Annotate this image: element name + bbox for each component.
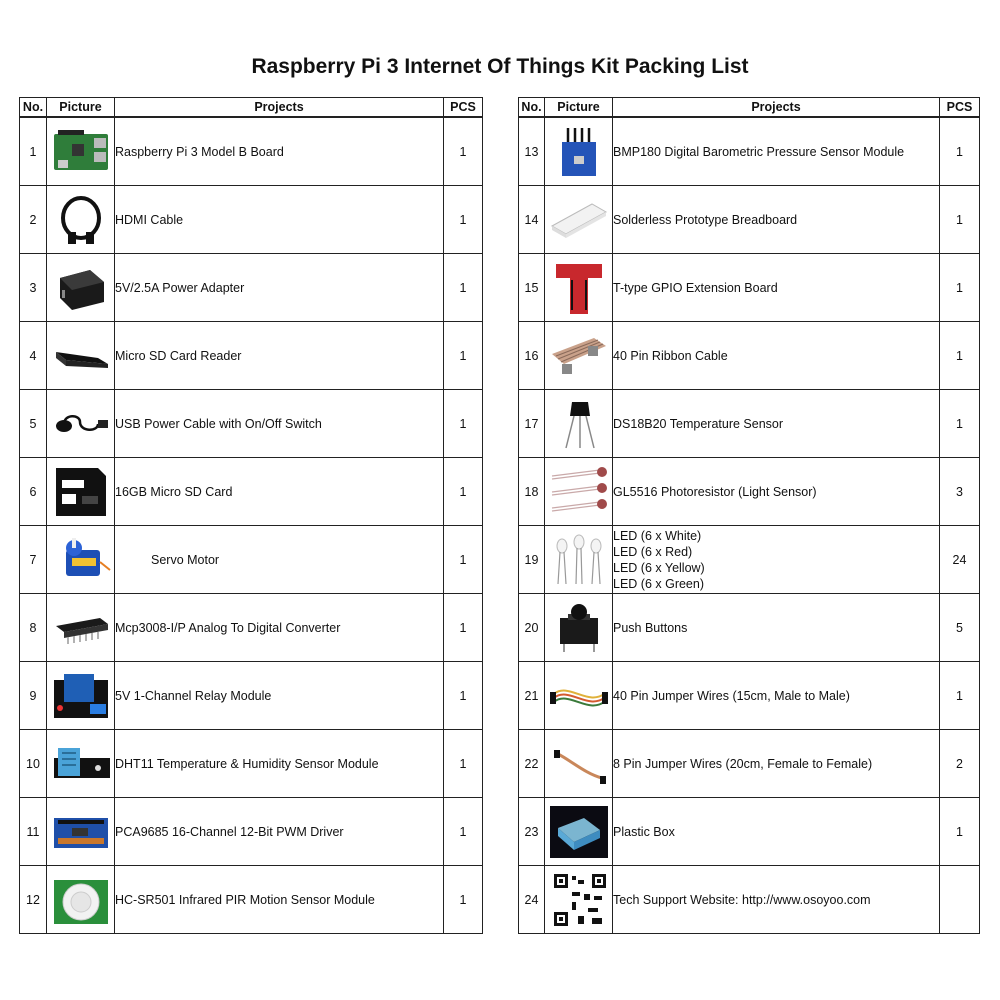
item-number: 13: [519, 117, 545, 186]
item-project: [613, 526, 940, 594]
item-number: 9: [20, 662, 47, 730]
item-pcs: 3: [940, 458, 980, 526]
table-row: [519, 390, 980, 458]
item-pcs: 1: [444, 730, 483, 798]
item-number: 2: [20, 186, 47, 254]
item-number: 18: [519, 458, 545, 526]
temperature-sensor-icon: [545, 390, 613, 458]
header-projects: Projects: [613, 98, 940, 118]
table-row: [519, 662, 980, 730]
item-pcs: 24: [940, 526, 980, 594]
item-project: 5V 1-Channel Relay Module: [115, 662, 444, 730]
item-project: PCA9685 16-Channel 12-Bit PWM Driver: [115, 798, 444, 866]
header-projects: Projects: [115, 98, 444, 118]
item-project: Push Buttons: [613, 594, 940, 662]
header-pcs: PCS: [444, 98, 483, 118]
table-row: [20, 662, 483, 730]
item-pcs: 1: [940, 662, 980, 730]
item-pcs: 5: [940, 594, 980, 662]
item-number: 24: [519, 866, 545, 934]
item-project: Tech Support Website: http://www.osoyoo.com: [613, 866, 940, 934]
push-button-icon: [545, 594, 613, 662]
item-number: 12: [20, 866, 47, 934]
item-pcs: 1: [444, 866, 483, 934]
item-number: 15: [519, 254, 545, 322]
table-row: [519, 186, 980, 254]
breadboard-icon: [545, 186, 613, 254]
ribbon-cable-icon: [545, 322, 613, 390]
item-number: 11: [20, 798, 47, 866]
item-project-text: Servo Motor: [151, 552, 220, 567]
item-pcs: 1: [444, 390, 483, 458]
table-row: [20, 730, 483, 798]
item-project: 5V/2.5A Power Adapter: [115, 254, 444, 322]
item-number: 16: [519, 322, 545, 390]
item-number: 19: [519, 526, 545, 594]
item-project: 16GB Micro SD Card: [115, 458, 444, 526]
item-number: 7: [20, 526, 47, 594]
table-row: [20, 322, 483, 390]
item-project: 40 Pin Jumper Wires (15cm, Male to Male): [613, 662, 940, 730]
item-number: 6: [20, 458, 47, 526]
item-pcs: 1: [444, 594, 483, 662]
item-pcs: 1: [940, 254, 980, 322]
item-project: Solderless Prototype Breadboard: [613, 186, 940, 254]
item-pcs: 1: [940, 390, 980, 458]
relay-module-icon: [47, 662, 115, 730]
item-pcs: 1: [940, 322, 980, 390]
photoresistor-icon: [545, 458, 613, 526]
table-row: [20, 254, 483, 322]
table-row: [519, 117, 980, 186]
table-row: [20, 526, 483, 594]
item-project: T-type GPIO Extension Board: [613, 254, 940, 322]
gpio-extension-board-icon: [545, 254, 613, 322]
item-pcs: 1: [444, 322, 483, 390]
item-pcs: 1: [940, 186, 980, 254]
item-project-line: LED (6 x Green): [613, 576, 705, 591]
table-row: [20, 458, 483, 526]
pwm-driver-icon: [47, 798, 115, 866]
header-no: No.: [20, 98, 47, 118]
header-pcs: PCS: [940, 98, 980, 118]
power-adapter-icon: [47, 254, 115, 322]
item-project: 40 Pin Ribbon Cable: [613, 322, 940, 390]
table-row: [20, 390, 483, 458]
item-number: 3: [20, 254, 47, 322]
item-project: GL5516 Photoresistor (Light Sensor): [613, 458, 940, 526]
item-number: 10: [20, 730, 47, 798]
item-pcs: 1: [444, 662, 483, 730]
item-pcs: 1: [444, 117, 483, 186]
item-pcs: 1: [444, 186, 483, 254]
table-header-row: [20, 98, 483, 118]
packing-list-table-left: [19, 97, 483, 934]
item-project: [115, 526, 444, 594]
packing-list-table-right: [518, 97, 980, 934]
table-row: [20, 866, 483, 934]
bmp180-module-icon: [545, 117, 613, 186]
table-row: [519, 526, 980, 594]
micro-sd-card-icon: [47, 458, 115, 526]
pir-sensor-icon: [47, 866, 115, 934]
table-header-row: [519, 98, 980, 118]
item-project: HC-SR501 Infrared PIR Motion Sensor Module: [115, 866, 444, 934]
jumper-wires-icon: [545, 662, 613, 730]
qr-code-icon: [545, 866, 613, 934]
header-picture: Picture: [545, 98, 613, 118]
item-pcs: 2: [940, 730, 980, 798]
item-project: Mcp3008-I/P Analog To Digital Converter: [115, 594, 444, 662]
item-pcs: 1: [444, 254, 483, 322]
header-picture: Picture: [47, 98, 115, 118]
table-row: [519, 730, 980, 798]
item-project: USB Power Cable with On/Off Switch: [115, 390, 444, 458]
header-no: No.: [519, 98, 545, 118]
table-row: [20, 117, 483, 186]
item-project-line: LED (6 x Yellow): [613, 560, 705, 575]
item-number: 20: [519, 594, 545, 662]
item-number: 14: [519, 186, 545, 254]
hdmi-cable-icon: [47, 186, 115, 254]
table-row: [519, 798, 980, 866]
item-number: 1: [20, 117, 47, 186]
item-number: 8: [20, 594, 47, 662]
item-pcs: 1: [940, 117, 980, 186]
table-row: [519, 322, 980, 390]
led-icon: [545, 526, 613, 594]
item-project: 8 Pin Jumper Wires (20cm, Female to Female): [613, 730, 940, 798]
ic-chip-icon: [47, 594, 115, 662]
item-project: BMP180 Digital Barometric Pressure Sensor Module: [613, 117, 940, 186]
item-number: 23: [519, 798, 545, 866]
item-project: DS18B20 Temperature Sensor: [613, 390, 940, 458]
item-pcs: 1: [444, 798, 483, 866]
item-number: 4: [20, 322, 47, 390]
item-project: HDMI Cable: [115, 186, 444, 254]
page-title: Raspberry Pi 3 Internet Of Things Kit Packing List: [251, 55, 749, 78]
sd-card-reader-icon: [47, 322, 115, 390]
table-row: [20, 186, 483, 254]
table-row: [519, 458, 980, 526]
table-row: [20, 594, 483, 662]
table-row: [519, 594, 980, 662]
item-pcs: [940, 866, 980, 934]
item-project: Micro SD Card Reader: [115, 322, 444, 390]
table-row: [20, 798, 483, 866]
usb-cable-icon: [47, 390, 115, 458]
item-project-line: LED (6 x White): [613, 528, 702, 543]
item-number: 5: [20, 390, 47, 458]
raspberry-pi-board-icon: [47, 117, 115, 186]
table-row: [519, 254, 980, 322]
table-row: [519, 866, 980, 934]
servo-motor-icon: [47, 526, 115, 594]
item-project: DHT11 Temperature & Humidity Sensor Module: [115, 730, 444, 798]
item-pcs: 1: [444, 458, 483, 526]
item-number: 21: [519, 662, 545, 730]
item-project: Plastic Box: [613, 798, 940, 866]
dht11-sensor-icon: [47, 730, 115, 798]
item-project-line: LED (6 x Red): [613, 544, 693, 559]
female-jumper-wires-icon: [545, 730, 613, 798]
item-number: 17: [519, 390, 545, 458]
item-number: 22: [519, 730, 545, 798]
item-pcs: 1: [940, 798, 980, 866]
item-project: Raspberry Pi 3 Model B Board: [115, 117, 444, 186]
plastic-box-icon: [545, 798, 613, 866]
item-pcs: 1: [444, 526, 483, 594]
